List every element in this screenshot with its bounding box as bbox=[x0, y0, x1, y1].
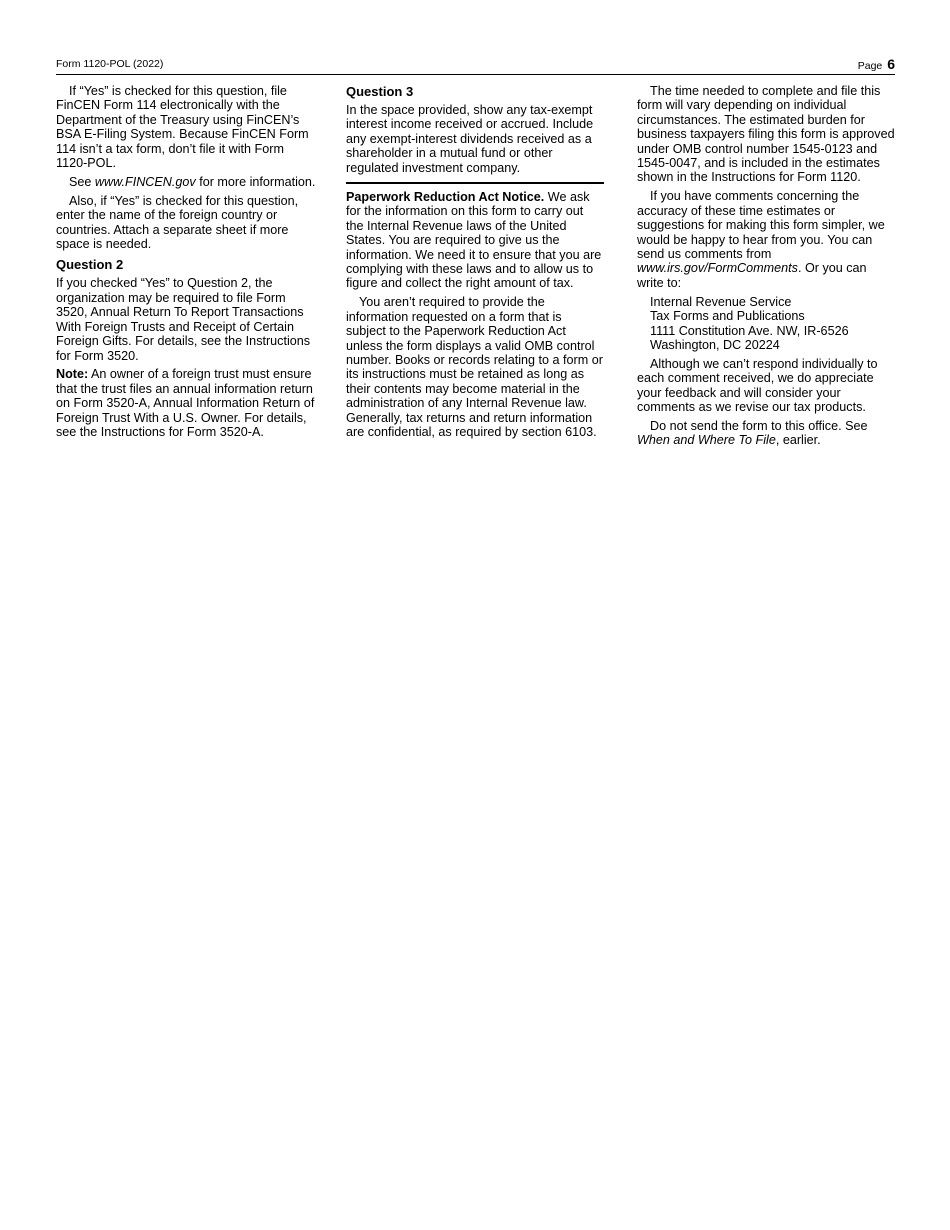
address-line: Internal Revenue Service bbox=[650, 294, 792, 309]
comments-paragraph bbox=[637, 189, 895, 290]
question-3-heading: Question 3 bbox=[346, 84, 414, 99]
fincen-link-pre: See bbox=[69, 174, 95, 189]
address-line: 1111 Constitution Ave. NW, IR-6526 bbox=[650, 323, 849, 338]
fincen-link[interactable]: www.FINCEN.gov bbox=[94, 174, 196, 189]
omb-paragraph: You aren’t required to provide the information requested on a form that is subject to the Paperwork Reduction Act unless the form displays a valid OMB control number. Books or records relating to a form or its instructions must be retained as long as their contents may become material in the administration of any Internal Revenue law. Generally, tax returns and return information are confidential, as required by section 6103. bbox=[346, 295, 603, 440]
fincen-paragraph: If “Yes” is checked for this question, file FinCEN Form 114 electronically with the Department of the Treasury using FinCEN’s BSA E-Filing System. Because FinCEN Form 114 isn’t a tax form, don’t file it with Form 1120-POL. bbox=[56, 84, 309, 171]
address-line: Washington, DC 20224 bbox=[650, 337, 780, 352]
fincen-link-paragraph bbox=[56, 175, 316, 189]
page-number-value: 6 bbox=[887, 56, 895, 72]
form-identifier: Form 1120-POL (2022) bbox=[56, 58, 164, 70]
page-label: Page bbox=[857, 60, 883, 72]
page-number bbox=[858, 56, 895, 72]
do-not-send-paragraph bbox=[637, 419, 895, 448]
comments-pre: If you have comments concerning the accuracy of these time estimates or suggestions for making this form simpler, we would be happy to hear from you. You can send us comments from bbox=[637, 189, 885, 261]
feedback-paragraph: Although we can’t respond individually to each comment received, we do appreciate your feedback and will consider your comments as we revise our tax products. bbox=[637, 356, 878, 415]
address-line: Tax Forms and Publications bbox=[650, 309, 805, 324]
time-estimate-paragraph: The time needed to complete and file this form will vary depending on individual circumstances. The estimated burden for business taxpayers filing this form is approved under OMB control number 1545-0123 and 1545-0047, and is included in the estimates shown in the Instructions for Form 1120. bbox=[637, 84, 895, 185]
form-comments-link[interactable]: www.irs.gov/FormComments bbox=[637, 261, 798, 276]
comments-post: . Or you can write to: bbox=[637, 261, 867, 290]
paperwork-notice-heading: Paperwork Reduction Act Notice. bbox=[346, 190, 545, 205]
question-2-heading: Question 2 bbox=[56, 257, 124, 273]
column-middle bbox=[346, 84, 604, 444]
column-left bbox=[56, 84, 316, 444]
paperwork-notice-paragraph bbox=[346, 190, 604, 291]
foreign-country-paragraph: Also, if “Yes” is checked for this question, enter the name of the foreign country or countries. Attach a separate sheet if more space is needed. bbox=[56, 193, 299, 252]
when-where-reference: When and Where To File bbox=[637, 433, 776, 448]
note-label: Note: bbox=[56, 367, 89, 382]
section-divider bbox=[346, 182, 604, 184]
paperwork-notice-text: We ask for the information on this form to carry out the Internal Revenue laws of the United States. You are required to give us the information. We need it to ensure that you are complying with these laws and to allow us to figure and collect the right amount of tax. bbox=[346, 190, 602, 291]
page-header bbox=[56, 56, 895, 75]
fincen-link-post: for more information. bbox=[195, 174, 316, 189]
question-3-text: In the space provided, show any tax-exempt interest income received or accrued. Include any exempt-interest dividends received as a shareholder in a mutual fund or other regulated investment company. bbox=[346, 103, 594, 175]
note-text: An owner of a foreign trust must ensure that the trust files an annual information return on Form 3520-A, Annual Information Return of Foreign Trust With a U.S. Owner. For details, see the Instructions for Form 3520-A. bbox=[56, 367, 315, 440]
do-not-send-pre: Do not send the form to this office. See bbox=[650, 418, 868, 433]
question-2-text: If you checked “Yes” to Question 2, the organization may be required to file Form 3520, Annual Return To Report Transactions With Foreign Trusts and Receipt of Certain Foreign Gifts. For details, see the Instructions for Form 3520. bbox=[56, 276, 311, 363]
note-paragraph bbox=[56, 367, 316, 439]
mailing-address bbox=[650, 295, 895, 353]
do-not-send-post: , earlier. bbox=[775, 433, 821, 448]
column-right bbox=[637, 84, 895, 452]
